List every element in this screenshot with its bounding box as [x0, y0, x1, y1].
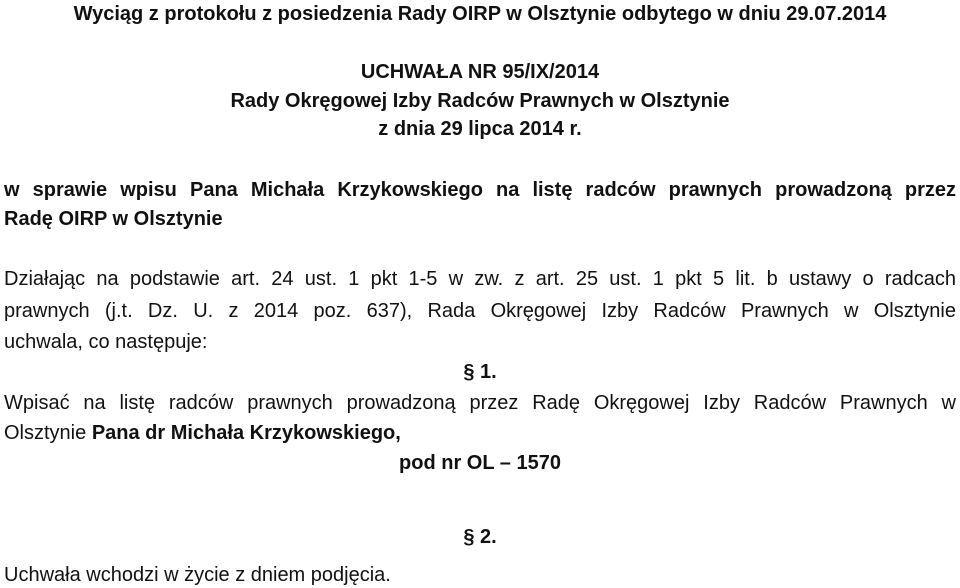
section-1-marker: § 1. — [463, 361, 497, 383]
preamble-line-2: prawnych (j.t. Dz. U. z 2014 poz. 637), Rada Okręgowej Izby Radców Prawnych w Olsztynie — [4, 300, 956, 322]
preamble-line-1: Działając na podstawie art. 24 ust. 1 pkt 1-5 w zw. z art. 25 ust. 1 pkt 5 lit. b ustawy o radcach — [4, 268, 956, 290]
section-1-person-name: Pana dr Michała Krzykowskiego, — [91, 422, 401, 444]
resolution-number: UCHWAŁA NR 95/IX/2014 — [360, 61, 600, 83]
resolution-date: z dnia 29 lipca 2014 r. — [378, 118, 582, 140]
section-2-text: Uchwała wchodzi w życie z dniem podjęcia. — [4, 564, 391, 586]
subject-line-2: Radę OIRP w Olsztynie — [4, 208, 223, 230]
preamble-line-3: uchwala, co następuje: — [4, 331, 208, 353]
section-2-marker: § 2. — [463, 526, 497, 548]
resolution-body: Rady Okręgowej Izby Radców Prawnych w Olsztynie — [230, 90, 730, 112]
document-header: Wyciąg z protokołu z posiedzenia Rady OIRP w Olsztynie odbytego w dniu 29.07.2014 — [73, 3, 887, 25]
section-1-line-2-plain: Olsztynie — [4, 422, 92, 444]
section-1-line-1: Wpisać na listę radców prawnych prowadzoną przez Radę Okręgowej Izby Radców Prawnych w — [4, 392, 956, 414]
section-1-line-2 — [4, 421, 401, 445]
subject-line-1: w sprawie wpisu Pana Michała Krzykowskiego na listę radców prawnych prowadzoną przez — [4, 179, 956, 201]
registry-number: pod nr OL – 1570 — [399, 452, 561, 474]
